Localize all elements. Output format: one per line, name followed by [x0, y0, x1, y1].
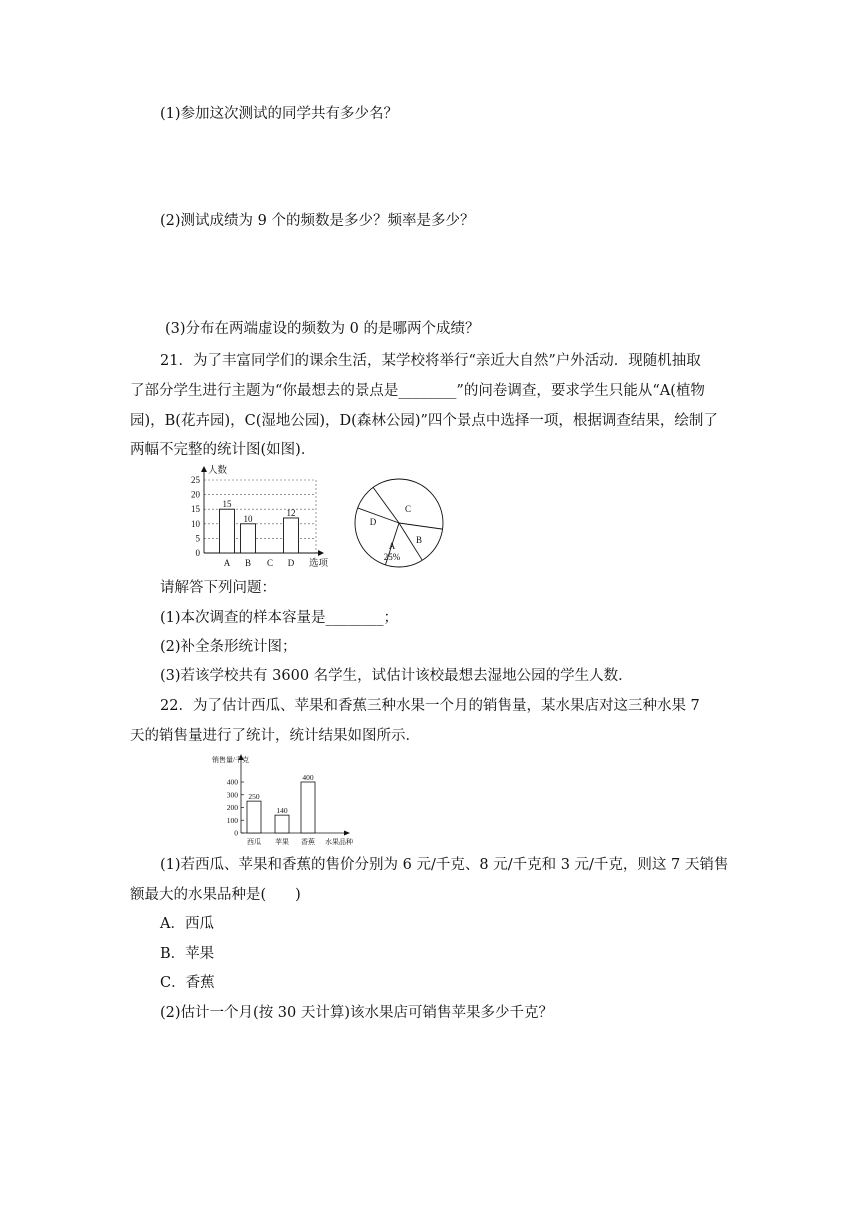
question-22-part-1-line-2: 额最大的水果品种是( )	[130, 887, 301, 903]
bar-chart-fruit-sales	[212, 752, 372, 848]
y-tick-label: 25	[191, 475, 200, 485]
y-axis-arrow	[201, 466, 207, 472]
x-tick-label: C	[266, 558, 274, 568]
bar-value-label: 250	[248, 792, 260, 802]
bar	[247, 801, 261, 833]
bar	[301, 782, 315, 833]
question-21-part-1: (1)本次调查的样本容量是________；	[160, 610, 399, 626]
pie-slice-label: B	[415, 535, 423, 545]
bar-value-label: 12	[286, 507, 296, 518]
question-20-part-1: (1)参加这次测试的同学共有多少名？	[160, 106, 399, 122]
y-axis-label: 销售量/千克	[212, 756, 249, 764]
question-21-part-2: (2)补全条形统计图；	[160, 639, 297, 655]
option-a: A．西瓜	[160, 916, 214, 932]
bar	[275, 815, 289, 833]
x-tick-label: D	[287, 558, 295, 568]
bar-value-label: 400	[302, 773, 314, 782]
bar-value-label: 10	[243, 513, 253, 524]
question-22-part-1-line-1: (1)若西瓜、苹果和香蕉的售价分别为 6 元/千克、8 元/千克和 3 元/千克，则这 7 天销售	[160, 857, 729, 873]
question-21-text-line-3: 园)，B(花卉园)，C(湿地公园)，D(森林公园)”四个景点中选择一项，根据调查结果，绘制了	[130, 413, 718, 429]
y-tick-label: 10	[191, 518, 200, 529]
question-22-text-line-2: 天的销售量进行了统计，统计结果如图所示．	[130, 728, 420, 744]
y-tick-label: 0	[195, 548, 200, 558]
y-tick-label: 400	[226, 777, 238, 787]
question-21-part-3: (3)若该学校共有 3600 名学生，试估计该校最想去湿地公园的学生人数．	[160, 668, 633, 684]
question-22-part-2: (2)估计一个月(按 30 天计算)该水果店可销售苹果多少千克？	[160, 1005, 554, 1021]
x-axis-arrow	[318, 550, 324, 556]
bar-value-label: 140	[276, 806, 288, 816]
x-tick-label: B	[244, 558, 252, 568]
x-tick-label: 香蕉	[301, 838, 315, 846]
y-tick-label: 15	[191, 504, 200, 515]
x-axis-label: 选项	[309, 559, 329, 569]
bar-value-label: 15	[222, 499, 232, 510]
question-21-text-line-1: 21．为了丰富同学们的课余生活，某学校将举行“亲近大自然”户外活动．现随机抽取	[160, 353, 701, 369]
x-tick-label: A	[223, 558, 231, 568]
y-tick-label: 100	[226, 815, 238, 825]
bar	[241, 524, 256, 553]
option-b: B．苹果	[160, 946, 215, 962]
x-axis-label: 水果品种	[325, 838, 353, 846]
question-21-instruction: 请解答下列问题：	[160, 580, 276, 596]
question-22-text-line-1: 22．为了估计西瓜、苹果和香蕉三种水果一个月的销售量，某水果店对这三种水果 7	[160, 698, 700, 714]
y-tick-label: 5	[195, 533, 200, 544]
pie-percent-label: 25%	[383, 552, 401, 562]
x-tick-label: 西瓜	[247, 838, 261, 846]
y-tick-label: 20	[191, 489, 200, 500]
pie-slice-label: C	[404, 504, 412, 514]
bar	[220, 509, 235, 553]
option-c: C．香蕉	[160, 975, 215, 991]
y-axis-label: 人数	[208, 466, 228, 476]
question-20-part-3: (3)分布在两端虚设的频数为 0 的是哪两个成绩？	[165, 321, 480, 337]
y-tick-label: 200	[226, 803, 238, 812]
pie-chart-visitors	[352, 476, 446, 570]
y-tick-label: 300	[226, 790, 238, 800]
bar-chart-visitors	[170, 462, 340, 570]
question-21-text-line-2: 了部分学生进行主题为“你最想去的景点是________”的问卷调查，要求学生只能从“A(植物	[130, 383, 705, 399]
x-tick-label: 苹果	[275, 838, 289, 846]
x-axis-arrow	[344, 831, 350, 836]
pie-slice-label: D	[369, 517, 377, 527]
y-tick-label: 0	[234, 828, 238, 838]
question-21-text-line-4: 两幅不完整的统计图(如图)．	[130, 442, 316, 458]
question-20-part-2: (2)测试成绩为 9 个的频数是多少？频率是多少？	[160, 213, 475, 229]
pie-slice-label: A	[388, 541, 396, 551]
bar	[284, 518, 299, 553]
